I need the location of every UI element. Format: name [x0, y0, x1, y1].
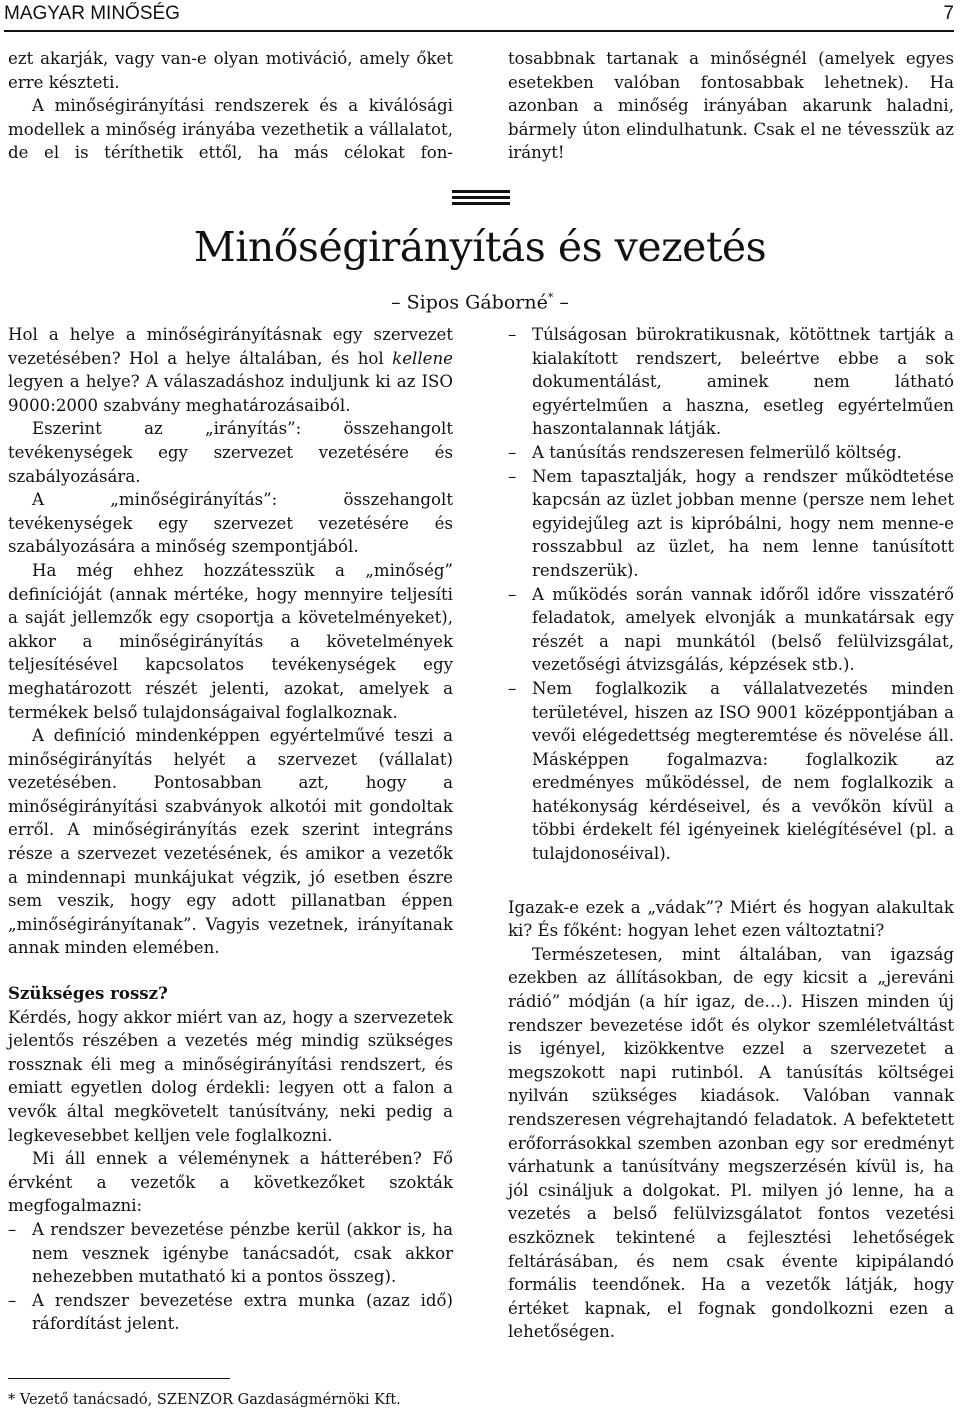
journal-title: MAGYAR MINŐSÉG	[4, 3, 180, 24]
list-item	[508, 323, 954, 441]
list-item-text: Nem tapasztalják, hogy a rendszer működtetése kapcsán az üzlet jobban menne (persze nem lehet egyidejűleg azt is kipróbálni, hogy nem menne-e rosszabbul az üzlet, ha nem lenne tanúsított rendszerük).	[532, 466, 954, 580]
dash-bullet: –	[508, 584, 517, 604]
footnote-rule	[8, 1378, 230, 1379]
list-item-text: Túlságosan bürokratikusnak, kötöttnek tartják a kialakított rendszert, beleértve ebbe a sok dokumentálást, aminek nem látható egyértelműen a haszna, esetleg egyértelműen haszontalannak látják.	[532, 325, 954, 439]
list-item	[8, 1289, 453, 1336]
title-ornament-rule	[452, 196, 510, 199]
dash-bullet: –	[8, 1290, 17, 1310]
title-ornament-rule	[452, 202, 510, 205]
paragraph: Mi áll ennek a véleménynek a hátterében? Fő érvként a vezetők a következőket szokták megfogalmazni:	[8, 1149, 453, 1216]
page-number: 7	[943, 3, 954, 24]
intro-left-paragraph-1: ezt akarják, vagy van-e olyan motiváció, amely őket erre készteti.	[8, 49, 453, 92]
paragraph: Kérdés, hogy akkor miért van az, hogy a szervezetek jelentős részében a vezetés még mindig szükséges rossznak éli meg a minőségirányítási rendszert, és emiatt egyetlen dolog érdekli: legyen ott a falon a vevők által megkövetelt tanúsítvány, neki pedig a legkevesebbet kelljen vele foglalkozni.	[8, 1007, 453, 1145]
list-item-text: A rendszer bevezetése pénzbe kerül (akkor is, ha nem vesznek igénybe tanácsadót, csak akkor nehezebben mutatható ki a pontos összeg).	[32, 1219, 453, 1287]
list-item-text: A rendszer bevezetése extra munka (azaz idő) ráfordítást jelent.	[32, 1290, 453, 1334]
paragraph-text: Hol a helye a minőségirányításnak egy szervezet vezetésében? Hol a helye általában, és hol	[8, 325, 453, 368]
main-left-column	[8, 323, 453, 1336]
author-footnote-mark: *	[547, 291, 554, 304]
list-item-text: A tanúsítás rendszeresen felmerülő költség.	[532, 442, 902, 462]
dash-bullet: –	[508, 466, 517, 486]
paragraph: Eszerint az „irányítás”: összehangolt tevékenységek egy szervezet vezetésére és szabályozására.	[8, 419, 453, 486]
article-title: Minőségirányítás és vezetés	[193, 223, 767, 271]
paragraph: Természetesen, mint általában, van igazság ezekben az állításokban, de egy kicsit a „jereváni rádió” módján (a hír igaz, de…). Hiszen minden új rendszer bevezetése időt és olykor szemléletváltást is igényel, kizökkentve ezzel a szervezetet a megszokott napi rutinból. A tanúsítás költségei nyilván szükséges kiadások. Valóban vannak rendszeresen végrehajtandó feladatok. A befektetett erőforrásokkal szemben azonban egy sor eredményt várhatunk a tanúsítvány megszerzésén kívül is, ha jól csináljuk a dolgokat. Pl. milyen jó lenne, ha a vezetés a belső felülvizsgálatot fontos vezetési eszköznek tekintené a fejlesztési lehetőségek feltárásában, és nem csak évente kipipálandó formális teendőnek. Ha a vezetők látják, hogy értéket kapnak, el fognak gondolkozni ezen a lehetőségen.	[508, 944, 954, 1342]
list-item	[508, 583, 954, 677]
list-item	[508, 441, 954, 465]
list-item	[508, 677, 954, 866]
footnote: * Vezető tanácsadó, SZENZOR Gazdaságmérnöki Kft.	[8, 1392, 401, 1408]
paragraph: Igazak-e ezek a „vádak”? Miért és hogyan alakultak ki? És főként: hogyan lehet ezen változtatni?	[508, 897, 954, 941]
section-heading: Szükséges rossz?	[8, 983, 168, 1004]
intro-right-column	[508, 47, 954, 165]
author-name: – Sipos Gáborné	[391, 291, 548, 314]
objection-list	[8, 1218, 453, 1336]
dash-bullet: –	[508, 678, 517, 698]
paragraph: A „minőségirányítás”: összehangolt tevékenységek egy szervezet vezetésére és szabályozására a minőség szempontjából.	[8, 490, 453, 557]
page-header	[4, 0, 954, 32]
dash-bullet: –	[508, 442, 517, 462]
paragraph: Ha még ehhez hozzátesszük a „minőség” definícióját (annak mértéke, hogy mennyire teljesíti a saját jellemzők egy csoportja a követelményeket), akkor a minőségirányítás a követelmények teljesítésével kapcsolatos tevékenységek egy meghatározott részét jelenti, azokat, amelyek a termékek belső tulajdonságaival foglalkoznak.	[8, 560, 453, 722]
dash-bullet: –	[8, 1219, 17, 1239]
list-item	[508, 465, 954, 583]
author-trailing-dash: –	[553, 291, 569, 314]
list-item-text: A működés során vannak időről időre visszatérő feladatok, amelyek elvonják a munkatársak egy részét a napi munkától (belső felülvizsgálat, vezetőségi átvizsgálás, képzések stb.).	[532, 584, 954, 675]
list-item-text: Nem foglalkozik a vállalatvezetés minden területével, hiszen az ISO 9001 középpontjában a vevői elégedettség megteremtése és növelése áll. Másképpen fogalmazva: foglalkozik az eredményes működéssel, de nem foglalkozik a hatékonyság kérdéseivel, és a vevőkön kívül a többi érdekelt fél igényeinek kielégítésével (pl. a tulajdonoséival).	[532, 678, 954, 864]
paragraph: A definíció mindenképpen egyértelművé teszi a minőségirányítás helyét a szervezet (vállalat) vezetésében. Pontosabban azt, hogy a minőségirányítási szabványok alkotói mit gondoltak erről. A minőségirányítás ezek szerint integráns része a szervezet vezetésének, és amikor a vezetők a mindennapi munkájukat végzik, jó esetben észre sem veszik, hogy egy adott pillanatban éppen „minőségirányítanak”. Vagyis vezetnek, irányítanak annak minden elemében.	[8, 726, 453, 958]
main-right-column	[508, 323, 954, 1344]
objection-list-continued	[508, 323, 954, 866]
paragraph	[8, 323, 453, 417]
paragraph-text: legyen a helye? A válaszadáshoz induljunk ki az ISO 9000:2000 szabvány meghatározásaiból.	[8, 372, 453, 415]
intro-left-paragraph-2: A minőségirányítási rendszerek és a kiválósági modellek a minőség irányába vezethetik a vállalatot, de el is téríthetik ettől, ha más célokat fon-	[8, 96, 453, 163]
dash-bullet: –	[508, 325, 517, 344]
list-item	[8, 1218, 453, 1289]
title-ornament-rule	[452, 190, 510, 193]
intro-left-column	[8, 47, 453, 165]
article-author	[0, 285, 960, 315]
emphasis-text: kellene	[392, 348, 453, 368]
intro-right-paragraph: tosabbnak tartanak a minőségnél (amelyek egyes esetekben valóban fontosabbak lehetnek). Ha azonban a minőség irányában akarunk haladni, bármely úton elindulhatunk. Csak el ne tévesszük az irányt!	[508, 49, 954, 163]
